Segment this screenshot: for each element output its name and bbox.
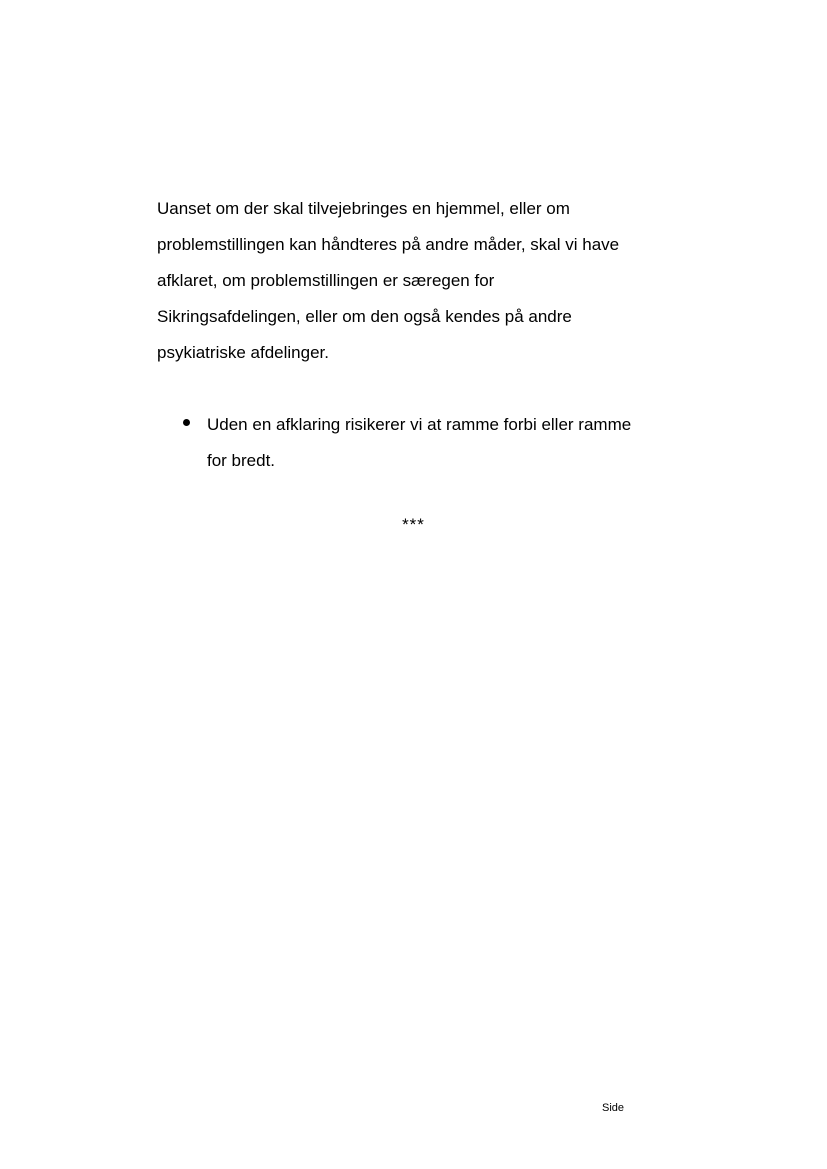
paragraph-line: psykiatriske afdelinger. — [157, 343, 329, 362]
bullet-text-line: for bredt. — [207, 451, 276, 470]
paragraph-line: Uanset om der skal tilvejebringes en hjemmel, eller om — [157, 199, 570, 218]
paragraph-line: Sikringsafdelingen, eller om den også kendes på andre — [157, 307, 572, 326]
paragraph-line: afklaret, om problemstillingen er særegen for — [157, 271, 495, 290]
bullet-icon — [183, 419, 190, 426]
page-footer-label: Side — [602, 1102, 625, 1114]
section-separator: *** — [402, 515, 425, 534]
bullet-text-line: Uden en afklaring risikerer vi at ramme forbi eller ramme — [207, 415, 632, 434]
paragraph-line: problemstillingen kan håndteres på andre måder, skal vi have — [157, 235, 620, 254]
